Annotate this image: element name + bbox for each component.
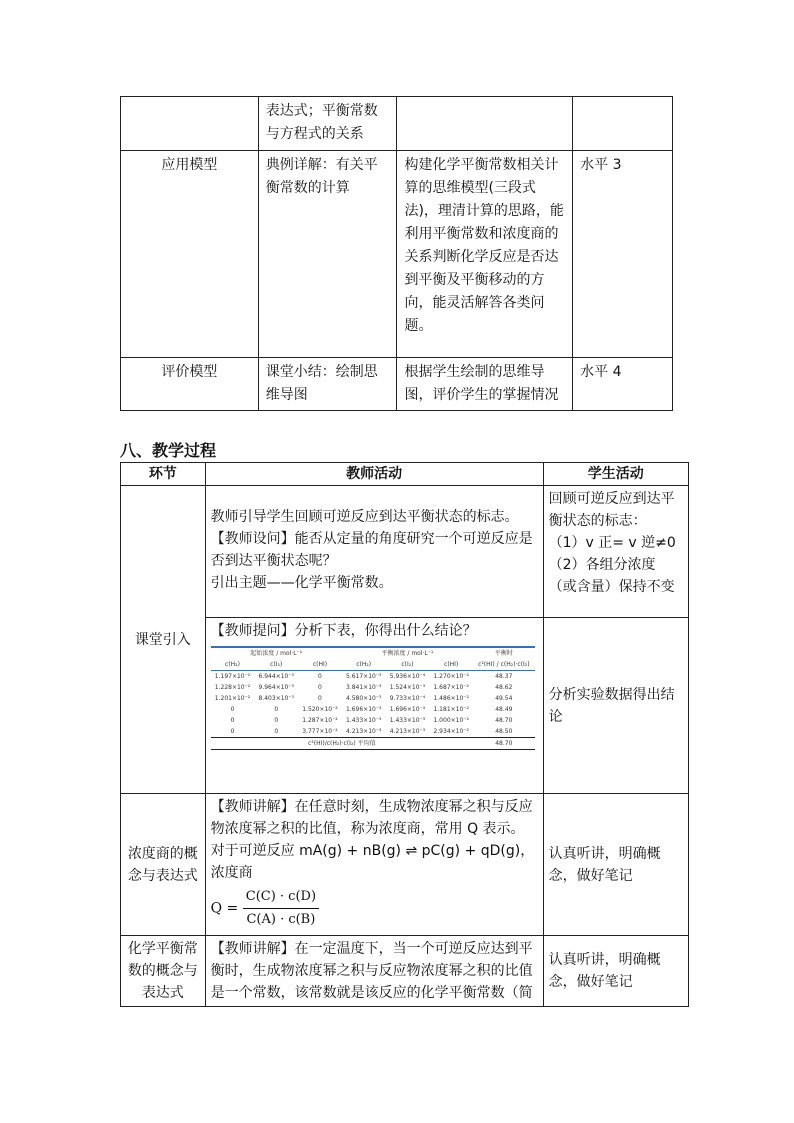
- data-cell: 5.617×10⁻³: [345, 673, 382, 680]
- student-line: （1）v 正= v 逆≠0: [548, 535, 676, 551]
- data-cell: 1.696×10⁻³: [345, 706, 382, 713]
- teacher-cell: 【教师讲解】在一定温度下，当一个可逆反应达到平衡时，生成物浓度幂之积与反应物浓度幂之积的比值是一个常数，该常数就是该反应的化学平衡常数（简: [205, 936, 543, 1007]
- student-line: 回顾可逆反应到达平衡状态的标志：: [548, 491, 675, 529]
- stage-cell: 浓度商的概念与表达式: [121, 794, 206, 936]
- data-cell: 4.213×10⁻³: [389, 728, 426, 735]
- column-header: c(H₂): [342, 659, 386, 671]
- data-cell: 1.201×10⁻²: [214, 695, 251, 702]
- data-cell: 0: [230, 706, 235, 713]
- teacher-line: 【教师讲解】在任意时刻，生成物浓度幂之积与反应物浓度幂之积的比值，称为浓度商，常用 Q 表示。: [210, 799, 533, 837]
- group-header: 起始浓度 / mol·L⁻¹: [211, 647, 342, 659]
- evaluation-table: [120, 96, 673, 411]
- data-cell: 1.696×10⁻³: [389, 706, 426, 713]
- q-fraction: [243, 886, 319, 931]
- data-cell: 1.287×10⁻²: [302, 717, 338, 724]
- column-header: c(I₂): [254, 659, 298, 671]
- data-cell: 4.580×10⁻³: [345, 695, 382, 702]
- goal-cell: 根据学生绘制的思维导图，评价学生的掌握情况: [397, 358, 573, 411]
- content-cell: 典例详解：有关平衡常数的计算: [258, 151, 397, 358]
- header-teacher: 教师活动: [205, 463, 543, 486]
- student-cell: [543, 486, 688, 618]
- q-label: Q =: [210, 900, 239, 917]
- column-header: c²(HI) / c(H₂)·c(I₂): [473, 659, 535, 671]
- experiment-data-table: [211, 646, 535, 750]
- stage-cell: [121, 97, 259, 151]
- group-header: 平衡时: [473, 647, 535, 659]
- footer-value: 48.70: [473, 738, 535, 750]
- data-cell: 1.433×10⁻³: [345, 717, 382, 724]
- data-cell: 5.936×10⁻⁴: [389, 673, 426, 680]
- teacher-line: 【教师设问】能否从定量的角度研究一个可逆反应是否到达平衡状态呢？: [210, 531, 533, 569]
- header-student: 学生活动: [543, 463, 688, 486]
- data-cell: 3.777×10⁻²: [302, 728, 338, 735]
- data-cell: 48.62: [495, 684, 513, 691]
- footer-label: c²(HI)/c(H₂)·c(I₂) 平均值: [211, 738, 473, 750]
- teacher-cell: [205, 486, 543, 618]
- data-cell: 1.197×10⁻²: [214, 673, 251, 680]
- data-cell: 1.000×10⁻²: [433, 717, 469, 724]
- column-header: c(I₂): [386, 659, 430, 671]
- data-cell: 0: [318, 673, 322, 680]
- data-cell: 1.520×10⁻²: [302, 706, 338, 713]
- data-cell: 48.50: [495, 728, 513, 735]
- data-cell: 48.70: [495, 717, 513, 724]
- teaching-process-table: [120, 462, 689, 1007]
- section-title: 八、教学过程: [120, 441, 217, 460]
- content-cell: 表达式；平衡常数与方程式的关系: [258, 97, 397, 151]
- data-cell: 6.944×10⁻³: [258, 673, 294, 680]
- teacher-cell: [205, 618, 543, 794]
- student-line: （2）各组分浓度（或含量）保持不变: [548, 557, 675, 595]
- column-header: c(H₂): [211, 659, 255, 671]
- data-cell: 2.934×10⁻²: [433, 728, 469, 735]
- group-header: 平衡浓度 / mol·L⁻¹: [342, 647, 473, 659]
- data-cell: 0: [230, 717, 235, 724]
- data-cell: 1.433×10⁻³: [389, 717, 426, 724]
- stage-cell: 评价模型: [121, 358, 259, 411]
- data-cell: 4.213×10⁻³: [345, 728, 382, 735]
- teacher-line: 教师引导学生回顾可逆反应到达平衡状态的标志。: [210, 509, 519, 525]
- table-row: [211, 726, 535, 738]
- student-cell: 分析实验数据得出结论: [543, 618, 688, 794]
- table-row: [211, 693, 535, 704]
- stage-cell: 应用模型: [121, 151, 259, 358]
- goal-cell: 构建化学平衡常数相关计算的思维模型(三段式法)，理清计算的思路，能利用平衡常数和浓度商的关系判断化学反应是否达到平衡及平衡移动的方向，能灵活解答各类问题。: [397, 151, 573, 358]
- q-denominator: C(A) · c(B): [246, 912, 316, 927]
- goal-cell: [397, 97, 573, 151]
- level-cell: [573, 97, 673, 151]
- data-cell: 9.733×10⁻⁴: [389, 695, 426, 702]
- level-cell: 水平 4: [573, 358, 673, 411]
- data-cell: 0: [318, 684, 322, 691]
- data-cell: 1.524×10⁻³: [389, 684, 426, 691]
- data-cell: 0: [274, 706, 279, 713]
- stage-cell: 课堂引入: [121, 486, 206, 794]
- data-cell: 0: [230, 728, 235, 735]
- data-cell: 49.54: [495, 695, 513, 702]
- table-row: [211, 671, 535, 683]
- data-cell: 1.181×10⁻²: [433, 706, 469, 713]
- student-cell: 认真听讲，明确概念，做好笔记: [543, 794, 688, 936]
- data-cell: 0: [274, 728, 279, 735]
- student-cell: 认真听讲，明确概念，做好笔记: [543, 936, 688, 1007]
- teacher-cell: [205, 794, 543, 936]
- column-header: c(HI): [429, 659, 473, 671]
- q-formula: [211, 886, 538, 931]
- table-row: [211, 682, 535, 693]
- table-row: [211, 715, 535, 726]
- data-cell: 0: [318, 695, 322, 702]
- column-header: c(HI): [298, 659, 342, 671]
- q-numerator: C(C) · c(D): [243, 886, 319, 909]
- teacher-line: 引出主题——化学平衡常数。: [210, 575, 393, 591]
- table-row: [211, 704, 535, 715]
- data-cell: 0: [274, 717, 279, 724]
- content-cell: 课堂小结：绘制思维导图: [258, 358, 397, 411]
- data-cell: 1.270×10⁻²: [433, 673, 469, 680]
- data-cell: 3.841×10⁻³: [345, 684, 382, 691]
- data-cell: 9.964×10⁻³: [258, 684, 294, 691]
- stage-cell: 化学平衡常数的概念与表达式: [121, 936, 206, 1007]
- teacher-question: 【教师提问】分析下表，你得出什么结论？: [210, 623, 477, 639]
- level-cell: 水平 3: [573, 151, 673, 358]
- data-cell: 1.228×10⁻²: [214, 684, 251, 691]
- data-cell: 48.37: [495, 673, 513, 680]
- header-stage: 环节: [121, 463, 206, 486]
- teacher-line: 对于可逆反应 mA(g) + nB(g) ⇌ pC(g) + qD(g)，浓度商: [210, 843, 535, 881]
- data-cell: 48.49: [495, 706, 513, 713]
- data-cell: 1.687×10⁻²: [433, 684, 469, 691]
- data-cell: 1.486×10⁻²: [433, 695, 469, 702]
- data-cell: 8.403×10⁻³: [258, 695, 294, 702]
